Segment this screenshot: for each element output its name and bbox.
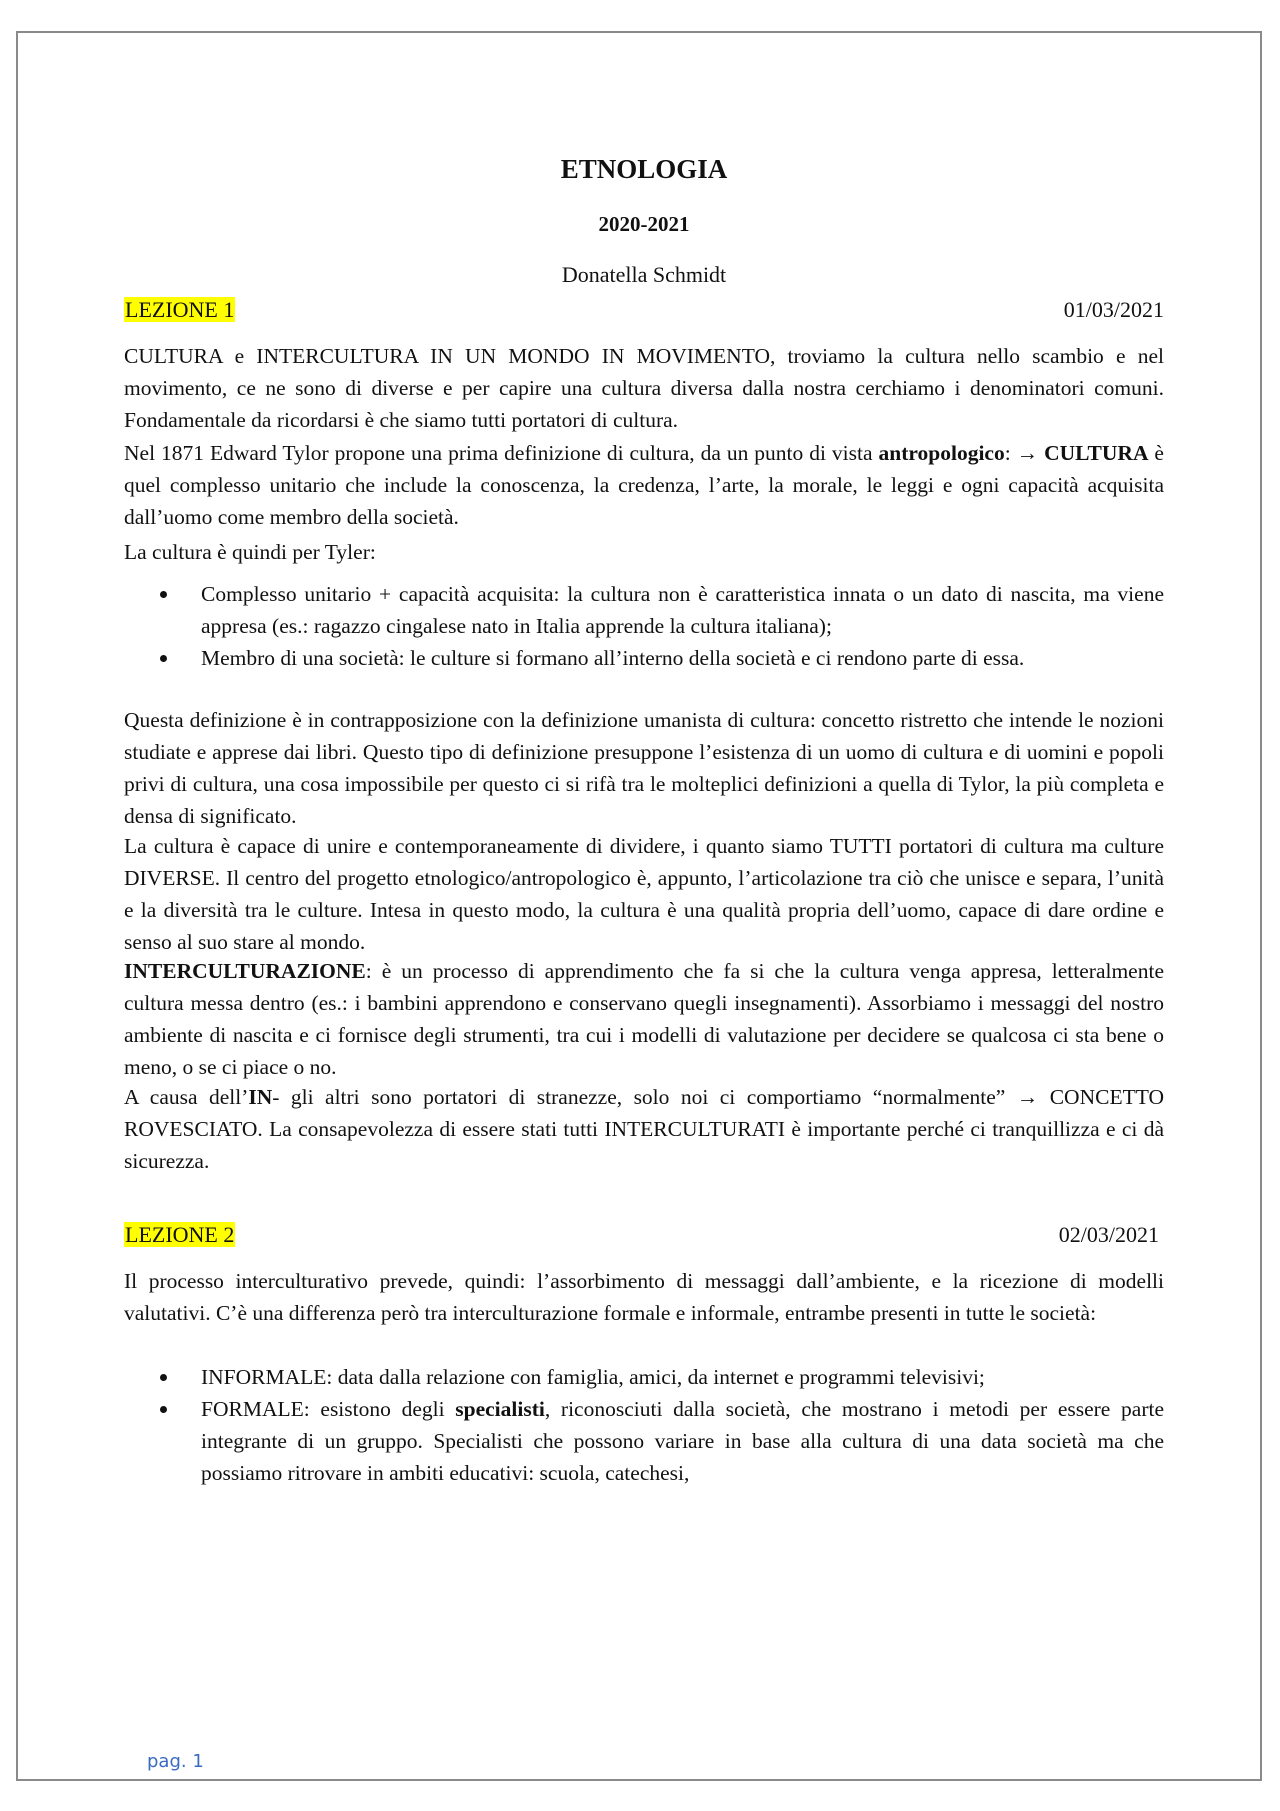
document-title: ETNOLOGIA [560,154,728,184]
bullet-icon [160,655,167,662]
lesson-1-label: LEZIONE 1 [125,297,235,322]
term-specialisti: specialisti [455,1397,545,1421]
term-interculturazione: INTERCULTURAZIONE [124,959,366,983]
list-item: FORMALE: esistono degli specialisti, riconosciuti dalla società, che mostrano i metodi per essere parte integrante di un gruppo. Specialisti che possono variare in base alla cultura di una data società ma che possiamo ritrovare in ambiti educativi: scuola, catechesi, [124,1393,1164,1489]
lesson-1-paragraph-1: CULTURA e INTERCULTURA IN UN MONDO IN MOVIMENTO, troviamo la cultura nello scambio e nel movimento, ce ne sono di diverse e per capire una cultura diversa dalla nostra cerchiamo i denominatori comuni. Fondamentale da ricordarsi è che siamo tutti portatori di cultura. [124,344,1164,432]
lesson-1-paragraph-4: Questa definizione è in contrapposizione con la definizione umanista di cultura: concetto ristretto che intende le nozioni studiate e apprese dai libri. Questo tipo di definizione presuppone l’esistenza di un uomo di cultura e di uomini e popoli privi di cultura, una cosa impossibile per questo ci si rifà tra le molteplici definizioni a quella di Tylor, la più completa e densa di significato. [124,708,1164,828]
author-name: Donatella Schmidt [561,262,727,287]
document-page [16,31,1262,1781]
lesson-2-date: 02/03/2021 [1058,1222,1159,1247]
lesson-2-paragraph-1: Il processo interculturativo prevede, quindi: l’assorbimento di messaggi dall’ambiente, e la ricezione di modelli valutativi. C’è una differenza però tra interculturazione formale e informale, entrambe presenti in tutte le società: [124,1269,1164,1325]
lesson-2-header [124,1222,1164,1252]
lesson-1-paragraph-7: A causa dell’IN- gli altri sono portatori di stranezze, solo noi ci comportiamo “normalmente” → CONCETTO ROVESCIATO. La consapevolezza di essere stati tutti INTERCULTURATI è importante perché ci tranquillizza e ci dà sicurezza. [124,1085,1164,1173]
page-number: pag. 1 [147,1751,204,1772]
lesson-1-date: 01/03/2021 [1063,297,1164,322]
term-in: IN [248,1085,273,1109]
academic-year: 2020-2021 [598,212,690,236]
lesson-1-paragraph-2: Nel 1871 Edward Tylor propone una prima definizione di cultura, da un punto di vista antropologico: → CULTURA è quel complesso unitario che include la conoscenza, la credenza, l’arte, la morale, le leggi e ogni capacità acquisita dall’uomo come membro della società. [124,441,1164,529]
lesson-1-paragraph-3: La cultura è quindi per Tyler: [124,540,376,564]
lesson-1-header [124,297,1164,327]
lesson-1-paragraph-6: INTERCULTURAZIONE: è un processo di apprendimento che fa si che la cultura venga appresa, letteralmente cultura messa dentro (es.: i bambini apprendono e conservano quegli insegnamenti). Assorbiamo i messaggi del nostro ambiente di nascita e ci fornisce degli strumenti, tra cui i modelli di valutazione per decidere se qualcosa ci sta bene o meno, o se ci piace o no. [124,959,1164,1079]
list-item: INFORMALE: data dalla relazione con famiglia, amici, da internet e programmi televisivi; [124,1361,1164,1393]
lesson-2-label: LEZIONE 2 [125,1222,235,1247]
lesson-1-bullet-list [124,578,1164,674]
term-cultura: CULTURA [1044,441,1149,465]
lesson-1-paragraph-5: La cultura è capace di unire e contemporaneamente di dividere, i quanto siamo TUTTI portatori di cultura ma culture DIVERSE. Il centro del progetto etnologico/antropologico è, appunto, l’articolazione tra ciò che unisce e separa, l’unità e la diversità tra le culture. Intesa in questo modo, la cultura è una qualità propria dell’uomo, capace di dare ordine e senso al suo stare al mondo. [124,834,1164,954]
bullet-icon [160,1374,167,1381]
bullet-icon [160,1406,167,1413]
list-item: Complesso unitario + capacità acquisita: la cultura non è caratteristica innata o un dato di nascita, ma viene appresa (es.: ragazzo cingalese nato in Italia apprende la cultura italiana); [124,578,1164,642]
term-antropologico: antropologico [878,441,1005,465]
list-item: Membro di una società: le culture si formano all’interno della società e ci rendono parte di essa. [124,642,1164,674]
lesson-2-bullet-list [124,1361,1164,1489]
bullet-icon [160,591,167,598]
